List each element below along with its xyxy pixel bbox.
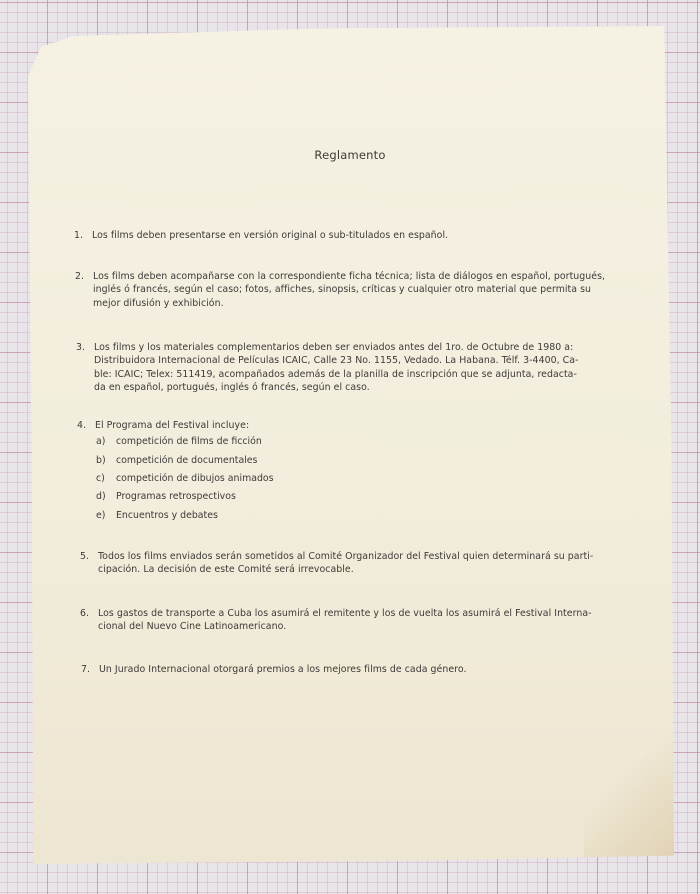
item-line: Distribuidora Internacional de Películas ICAIC, Calle 23 No. 1155, Vedado. La Habana. Télf. 3-4400, Ca- (94, 355, 579, 367)
rule-item-6 (80, 607, 640, 634)
item-line: El Programa del Festival incluye: (95, 420, 250, 431)
rule-item-5 (80, 550, 640, 577)
item-number: 4. (77, 420, 87, 431)
item-line: Los films deben presentarse en versión original o sub-titulados en español. (92, 230, 449, 241)
item-line: Los films y los materiales complementarios deben ser enviados antes del 1ro. de Octubre de 1980 a: (94, 342, 574, 353)
item-line: Los gastos de transporte a Cuba los asumirá el remitente y los de vuelta los asumirá el Festival Interna- (98, 608, 592, 619)
item-number: 7. (81, 664, 91, 675)
rule-item-1 (74, 229, 614, 242)
subitem-text: competición de films de ficción (116, 436, 262, 447)
item-line: Los films deben acompañarse con la correspondiente ficha técnica; lista de diálogos en español, portugués, (93, 271, 606, 282)
item-line: Un Jurado Internacional otorgará premios a los mejores films de cada género. (99, 664, 467, 675)
document-title: Reglamento (314, 148, 386, 162)
program-subitem-c (96, 473, 274, 484)
program-subitem-b (96, 455, 257, 466)
rule-item-2 (75, 270, 635, 310)
item-line: cional del Nuevo Cine Latinoamericano. (98, 621, 287, 633)
item-number: 2. (75, 271, 85, 282)
item-number: 1. (74, 230, 84, 241)
item-number: 3. (76, 342, 86, 353)
item-line: cipación. La decisión de este Comité será irrevocable. (98, 564, 354, 576)
program-subitem-a (96, 436, 262, 447)
subitem-letter: c) (96, 473, 105, 484)
item-line: da en español, portugués, inglés ó francés, según el caso. (94, 382, 370, 394)
item-line: ble: ICAIC; Telex: 511419, acompañados además de la planilla de inscripción que se adjunta, redacta- (94, 368, 577, 380)
subitem-text: Encuentros y debates (116, 510, 218, 521)
item-line: mejor difusión y exhibición. (93, 297, 224, 309)
rule-item-4 (77, 419, 617, 432)
subitem-text: competición de documentales (116, 455, 258, 466)
item-line: inglés ó francés, según el caso; fotos, affiches, sinopsis, críticas y cualquier otro material que permita su (93, 284, 592, 296)
item-number: 6. (80, 608, 90, 619)
rule-item-3 (76, 341, 636, 395)
subitem-letter: e) (96, 510, 106, 521)
item-number: 5. (80, 551, 90, 562)
subitem-letter: d) (96, 491, 106, 502)
subitem-letter: b) (96, 455, 106, 466)
rule-item-7 (81, 663, 621, 676)
program-subitem-d (96, 491, 236, 502)
subitem-letter: a) (96, 436, 106, 447)
subitem-text: Programas retrospectivos (116, 491, 236, 502)
item-line: Todos los films enviados serán sometidos al Comité Organizador del Festival quien determinará su parti- (98, 551, 594, 562)
program-subitem-e (96, 510, 218, 521)
subitem-text: competición de dibujos animados (116, 473, 274, 484)
